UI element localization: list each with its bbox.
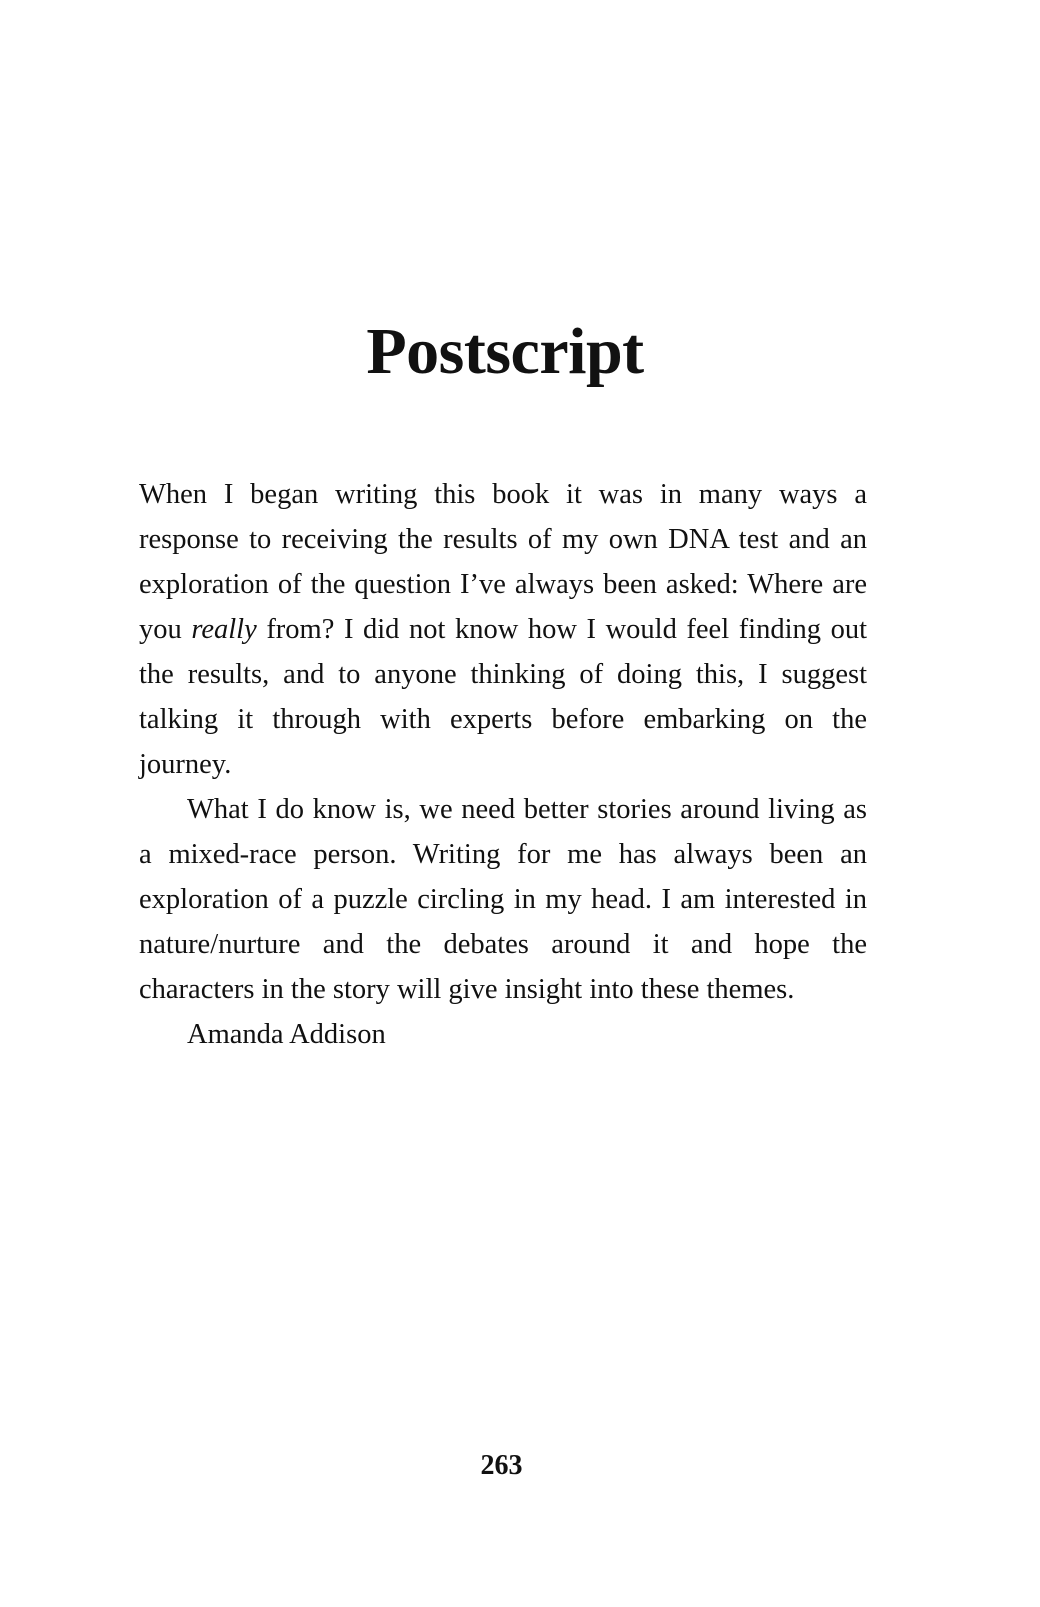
page-number: 263 — [480, 1450, 523, 1481]
paragraph-1-text-start: When I began writing this book it was in many ways a response to receiving the results of my own DNA test and an exploration of the question I’ve always been asked: Where are you — [139, 479, 867, 645]
chapter-title: Postscript — [366, 315, 644, 388]
paragraph-2: What I do know is, we need better stories around living as a mixed-race person. Writing for me has always been an exploration of a puzzle circling in my head. I am interested in nature/nurture and the debates around it and hope the characters in the story will give insight into these themes. — [139, 794, 867, 1005]
paragraph-1 — [139, 472, 867, 787]
paragraph-1-text-end: from? I did not know how I would feel finding out the results, and to anyone thinking of doing this, I suggest talking it through with experts before embarking on the journey. — [139, 614, 868, 780]
body-text — [139, 472, 867, 1057]
author-signature: Amanda Addison — [187, 1019, 386, 1050]
emphasized-word: really — [191, 614, 257, 645]
